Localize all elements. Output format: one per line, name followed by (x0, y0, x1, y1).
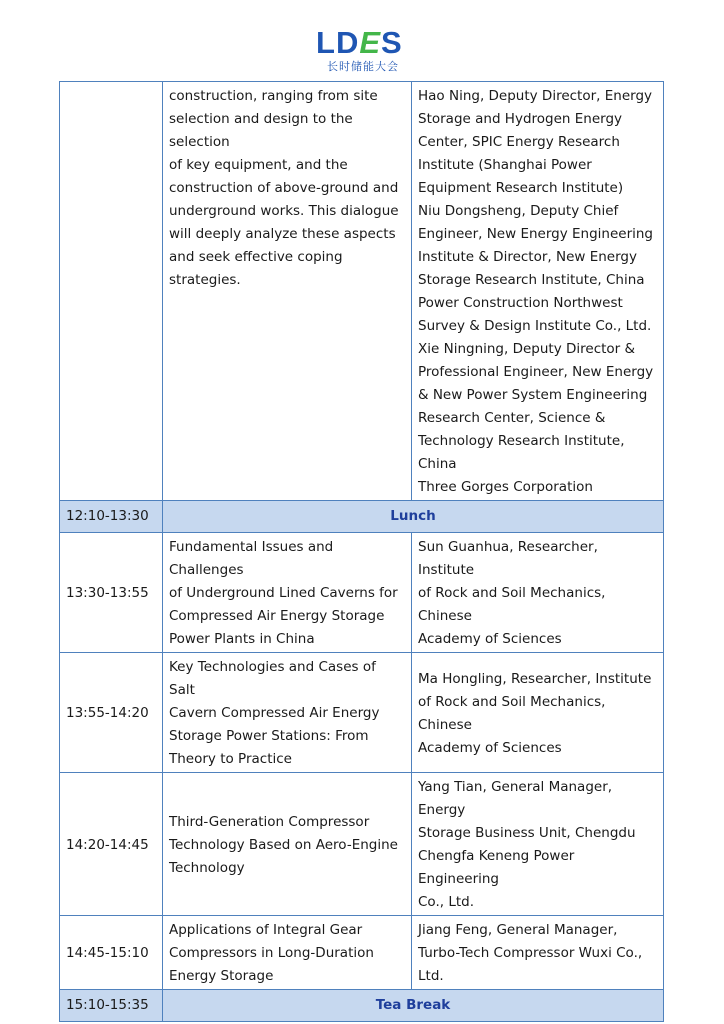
speaker-line: Ma Hongling, Researcher, Institute (418, 670, 652, 687)
speaker-line: Niu Dongsheng, Deputy Chief (418, 203, 619, 219)
speaker-line: Engineer, New Energy Engineering (418, 226, 653, 242)
lunch-label: Lunch (163, 501, 664, 533)
topic-line: Cavern Compressed Air Energy (169, 705, 380, 721)
topic-line: selection and design to the selection (169, 111, 353, 150)
speaker-line: Yang Tian, General Manager, Energy (418, 779, 613, 818)
logo-letter-d: D (335, 25, 360, 60)
agenda-table (59, 81, 664, 1022)
speaker-line: Storage Research Institute, China (418, 272, 645, 288)
speaker-line: Three Gorges Corporation (418, 479, 593, 495)
speaker-line: Jiang Feng, General Manager, (418, 922, 618, 938)
speaker-line: Xie Ningning, Deputy Director & (418, 341, 636, 357)
speaker-line: Hao Ning, Deputy Director, Energy (418, 88, 653, 104)
topic-line: Technology Based on Aero-Engine (169, 836, 398, 853)
speaker-line: of Rock and Soil Mechanics, Chinese (418, 693, 606, 733)
time-cell: 13:55-14:20 (60, 653, 163, 773)
topic-cell (163, 916, 412, 990)
speaker-line: Turbo-Tech Compressor Wuxi Co., (418, 945, 643, 961)
logo-letter-l: L (316, 25, 336, 60)
speaker-line: Technology Research Institute, China (418, 433, 625, 472)
lunch-time: 12:10-13:30 (60, 501, 163, 533)
topic-line: Theory to Practice (169, 751, 292, 767)
speaker-line: Sun Guanhua, Researcher, Institute (418, 539, 598, 578)
speaker-line: Equipment Research Institute) (418, 180, 624, 196)
speaker-line: Storage Business Unit, Chengdu (418, 825, 636, 841)
topic-cell (163, 82, 412, 501)
logo-letter-e: E (359, 25, 382, 60)
lunch-row (60, 501, 664, 533)
logo-letter-s: S (381, 25, 403, 60)
logo-subtitle: 长时储能大会 (327, 60, 399, 73)
topic-cell (163, 653, 412, 773)
conference-logo (0, 0, 724, 80)
time-cell: 13:30-13:55 (60, 533, 163, 653)
time-cell: 14:20-14:45 (60, 773, 163, 916)
speaker-line: Academy of Sciences (418, 631, 562, 647)
speaker-line: Research Center, Science & (418, 410, 606, 426)
speaker-cell (412, 773, 664, 916)
speaker-line: Ltd. (418, 968, 444, 984)
tea-break-time: 15:10-15:35 (60, 990, 163, 1022)
speaker-line: & New Power System Engineering (418, 387, 648, 403)
topic-line: Compressed Air Energy Storage (169, 608, 385, 624)
speaker-cell (412, 653, 664, 773)
table-row (60, 653, 664, 773)
topic-line: and seek effective coping strategies. (169, 249, 343, 288)
speaker-line: Academy of Sciences (418, 739, 562, 756)
speaker-line: Chengfa Keneng Power Engineering (418, 848, 575, 887)
speaker-line: Professional Engineer, New Energy (418, 364, 654, 380)
topic-line: Fundamental Issues and Challenges (169, 539, 334, 578)
time-cell (60, 82, 163, 501)
speaker-line: Institute & Director, New Energy (418, 249, 637, 265)
speaker-line: Institute (Shanghai Power (418, 157, 592, 173)
table-row (60, 533, 664, 653)
speaker-cell (412, 533, 664, 653)
speaker-line: Center, SPIC Energy Research (418, 134, 620, 150)
topic-line: Key Technologies and Cases of Salt (169, 659, 376, 698)
logo-wordmark (316, 27, 403, 59)
speaker-cell (412, 82, 664, 501)
topic-line: Technology (169, 859, 245, 876)
table-row (60, 773, 664, 916)
topic-line: construction of above-ground and (169, 180, 399, 196)
topic-line: Compressors in Long-Duration (169, 945, 374, 961)
speaker-line: Storage and Hydrogen Energy (418, 111, 623, 127)
speaker-line: Co., Ltd. (418, 894, 474, 910)
topic-line: Power Plants in China (169, 631, 315, 647)
topic-line: Energy Storage (169, 968, 274, 984)
topic-cell (163, 533, 412, 653)
topic-line: Third-Generation Compressor (169, 813, 370, 830)
topic-line: Applications of Integral Gear (169, 922, 363, 938)
speaker-line: Power Construction Northwest (418, 295, 623, 311)
topic-line: Storage Power Stations: From (169, 728, 369, 744)
tea-break-label: Tea Break (163, 990, 664, 1022)
speaker-cell (412, 916, 664, 990)
topic-line: underground works. This dialogue (169, 203, 399, 219)
time-cell: 14:45-15:10 (60, 916, 163, 990)
speaker-line: of Rock and Soil Mechanics, Chinese (418, 585, 606, 624)
topic-line: construction, ranging from site (169, 88, 378, 104)
topic-line: of Underground Lined Caverns for (169, 585, 398, 601)
topic-line: of key equipment, and the (169, 157, 348, 173)
topic-cell (163, 773, 412, 916)
speaker-line: Survey & Design Institute Co., Ltd. (418, 318, 652, 334)
tea-break-row (60, 990, 664, 1022)
table-row (60, 82, 664, 501)
table-row (60, 916, 664, 990)
topic-line: will deeply analyze these aspects (169, 226, 396, 242)
